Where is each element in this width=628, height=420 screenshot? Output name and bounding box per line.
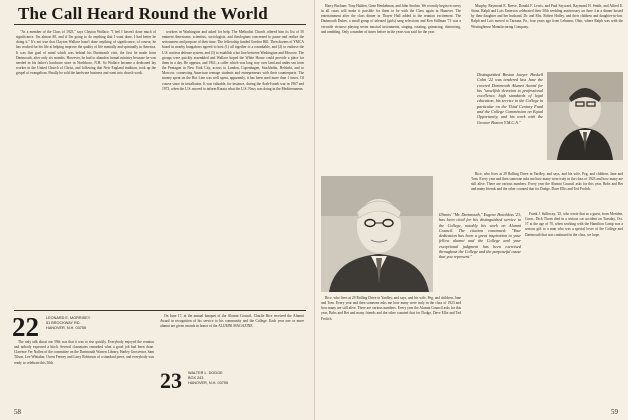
class-notes-text: Frank J. Sulloway, '25, who wrote that as a guest, from Meriden, Conn., Dick Thorn died in a serious car accident on Tuesday, Oct. 17 at the age of 70, when working with the Hamilton Camp was a serious gift to a man who was a special lover of the College and Dartmouth that was continued in the class, we hope. [525, 212, 623, 237]
secretary-city: HANOVER, N.H. 03755 [188, 381, 229, 385]
class-secretary [188, 371, 298, 386]
article-text: workers in Washington and asked for help. The Methodist Church offered him its list of 50 eminent Americans: scientists, sociologists, and theologians concerned to pause and realize the seriousness and purpose of their time. The fellowship funded Gordon Hill. Then dozens of YMCA board in nearby bungalows agreed to host (1) all together to a roundtable, and (2) to endorse the U.S. nuclear defense system, and (3) to establish a hot line between Washington and Moscow. The groups were quickly assembled and Wallace hoped the White House could provide a place for them in a day. He appears, and 1961, a caller which was long way over land and under sea from the Pentagon in New York City, across to London, Copenhagen, Stockholm, Helsinki, and to Moscow, connecting American teenage students and entrepreneurs with their counterparts. The money spent on the Hot Line was well spent, apparently, it has been used more than 1 times. Of course since its installation. It was valuable, for instance, during the Arab-Israeli war in 1967 and 1973, when the U.S. moved to inform Russia what the U.S. Navy was doing in the Mediterranean. [162, 30, 304, 91]
portrait-photo [321, 176, 433, 292]
page-number: 59 [611, 408, 618, 416]
article-text: Murphy, Raymond E. Reeve, Donald F. Lewis, and Paul Sayward, Raymond H. Smith, and Alfred E. Stone. Ralph and Lois Emerson celebrated their 50th wedding anniversary on June 4 at a dinner hosted by their daughter and her husband, Dr. and Mrs. Robert Hulley, and their children and daughter-in-law. Ralph and Lois moved to Tarzana, Pa., four years ago from Lebanon, Ohio, where Ralph was with the Westinghouse Manufacturing Company. [471, 4, 623, 29]
photo-caption: Illinois' "Mr. Dartmouth," Eugene Hotchkiss '23, has been cited for his distinguished service to the College, notably his work on Alumni Council. The citation continued: "Your dedication has been a great inspiration to your fellow alumni and the College and your exceptional judgment has been exercised throughout the College and the purposeful cause that you represent." [439, 212, 521, 260]
portrait-photo [547, 72, 623, 160]
class-year: 22 [12, 312, 39, 342]
class-notes-text: The only talk about our 59th was that it was to rise quickly. Everybody enjoyed the reunion and nobody expected a hitch. Several classmates remarked what a good job had been done. Clarence Ver Nollen of the committee on the Dartmouth Warren Library, Harley Grosvenor, Sam Tilson, Lee Whitaker, Owen Feeney and Larry Robinson of a standard piece, and everybody was ready to celebrate this 50th. [14, 340, 154, 365]
page-number: 58 [14, 408, 21, 416]
page-title: The Call Heard Round the World [18, 4, 268, 23]
article-text: "As a member of the Class of 1925," says Clayton Wallace, "I feel I haven't done much of significance. I'm almost 80, and if I'm going to do anything that I want done, I had better be doing it." It's not true that Clayton Wallace hasn't done anything of significance, of course, he has worked for his life at helping improve the quality of life mentally and spiritually in America. It was that goal of mind which was behind his Dartmouth visit, the first he made from Dartmouth, after only six months. However, he had to abandon formal ministry because he was needed in his father's hardware store in Northboro, N.H. So Wallace became a dedicated lay worker in the United Church of Christ, and following that New England tradition, took up the gospel of evangelism. Finally he sold the hardware business and went into church work. [16, 30, 156, 76]
portrait-image [547, 72, 623, 160]
secretary-name: WALTER L. DODGE [188, 371, 223, 375]
secretary-city: HANOVER, N.H. 03755 [46, 326, 87, 330]
article-column-2 [162, 30, 304, 306]
right-page [314, 0, 628, 420]
class-secretary [46, 316, 146, 331]
secretary-address: BOX 243 [188, 376, 204, 380]
secretary-address: 51 BROCKWAY RD. [46, 321, 81, 325]
article-column-3 [321, 4, 461, 172]
photo-caption: Distinguished Boston lawyer Haskell Cohn '22 was tendered last June the coveted Dartmouth Alumni Award for his "unselfish devotion to professional excellence, high standards of legal education, his service to the College in particular on the Third Century Fund and the College Commission on Equal Opportunity, and his work with the Greater Boston Y.M.C.A." [477, 72, 543, 125]
portrait-image [321, 176, 433, 292]
class-notes-text: On June 17, at the annual banquet of the Alumni Council, Charlie Rice received the Alumni Award in recognition of his service to his community and the College. Each year one or more alumni are given awards in honor of the ALUMNI MAGAZINE. [160, 314, 304, 329]
class-year: 23 [160, 368, 182, 393]
article-column-5 [471, 172, 623, 208]
article-text: Harry Buckner, Tony Halden, Gene Henkelman, and John Strohm. We recently begin recovery in all cases will make it possible for them to be with the Class again in Hanover. The entertainment after the class dinner in Thayer Hall added to the reunion excitement. The Dartmouth Dukes, a small group of talented (girls) sang selections and Ken Stillman '71 was a versatile virtuoso playing seven musical instruments, singing, rotating, grimacing, distracting, and rambling. Only a number of times before in the years was said for the year. [321, 4, 461, 34]
class-notes [14, 340, 154, 410]
class-notes-text: Rice, who lives at 29 Rolling Drive in Yardley, and says, and his wife, Peg, and children, Jane and Tom. Every year and then someone asks me how many were truly in the class of 1923 and how many are still alive. There are various numbers. Every year the Alumni Council asks for this year, Bobs and Bet and many friends and the other counted that for Dodge, Dave Ellis and Ted Frolich. [321, 296, 461, 321]
class-notes-continued [160, 314, 304, 410]
class-notes-continued [525, 212, 623, 406]
section-rule [14, 310, 306, 311]
article-column-1 [16, 30, 156, 306]
article-text: Rice, who lives at 29 Rolling Drive in Yardley, and says, and his wife, Peg, and children, Jane and Tom. Every year and then someone asks me how many were truly in the class of 1923 and how many are still alive. There are various numbers. Every year the Alumni Council asks for this year, Bobs and Bet and many friends and the other counted that for Dodge, Dave Ellis and Ted Frolich. [471, 172, 623, 192]
secretary-name: LEONARD E. MORRISEY [46, 316, 91, 320]
title-rule [14, 24, 306, 25]
class-notes-continued [321, 296, 461, 406]
article-column-4 [471, 4, 623, 72]
